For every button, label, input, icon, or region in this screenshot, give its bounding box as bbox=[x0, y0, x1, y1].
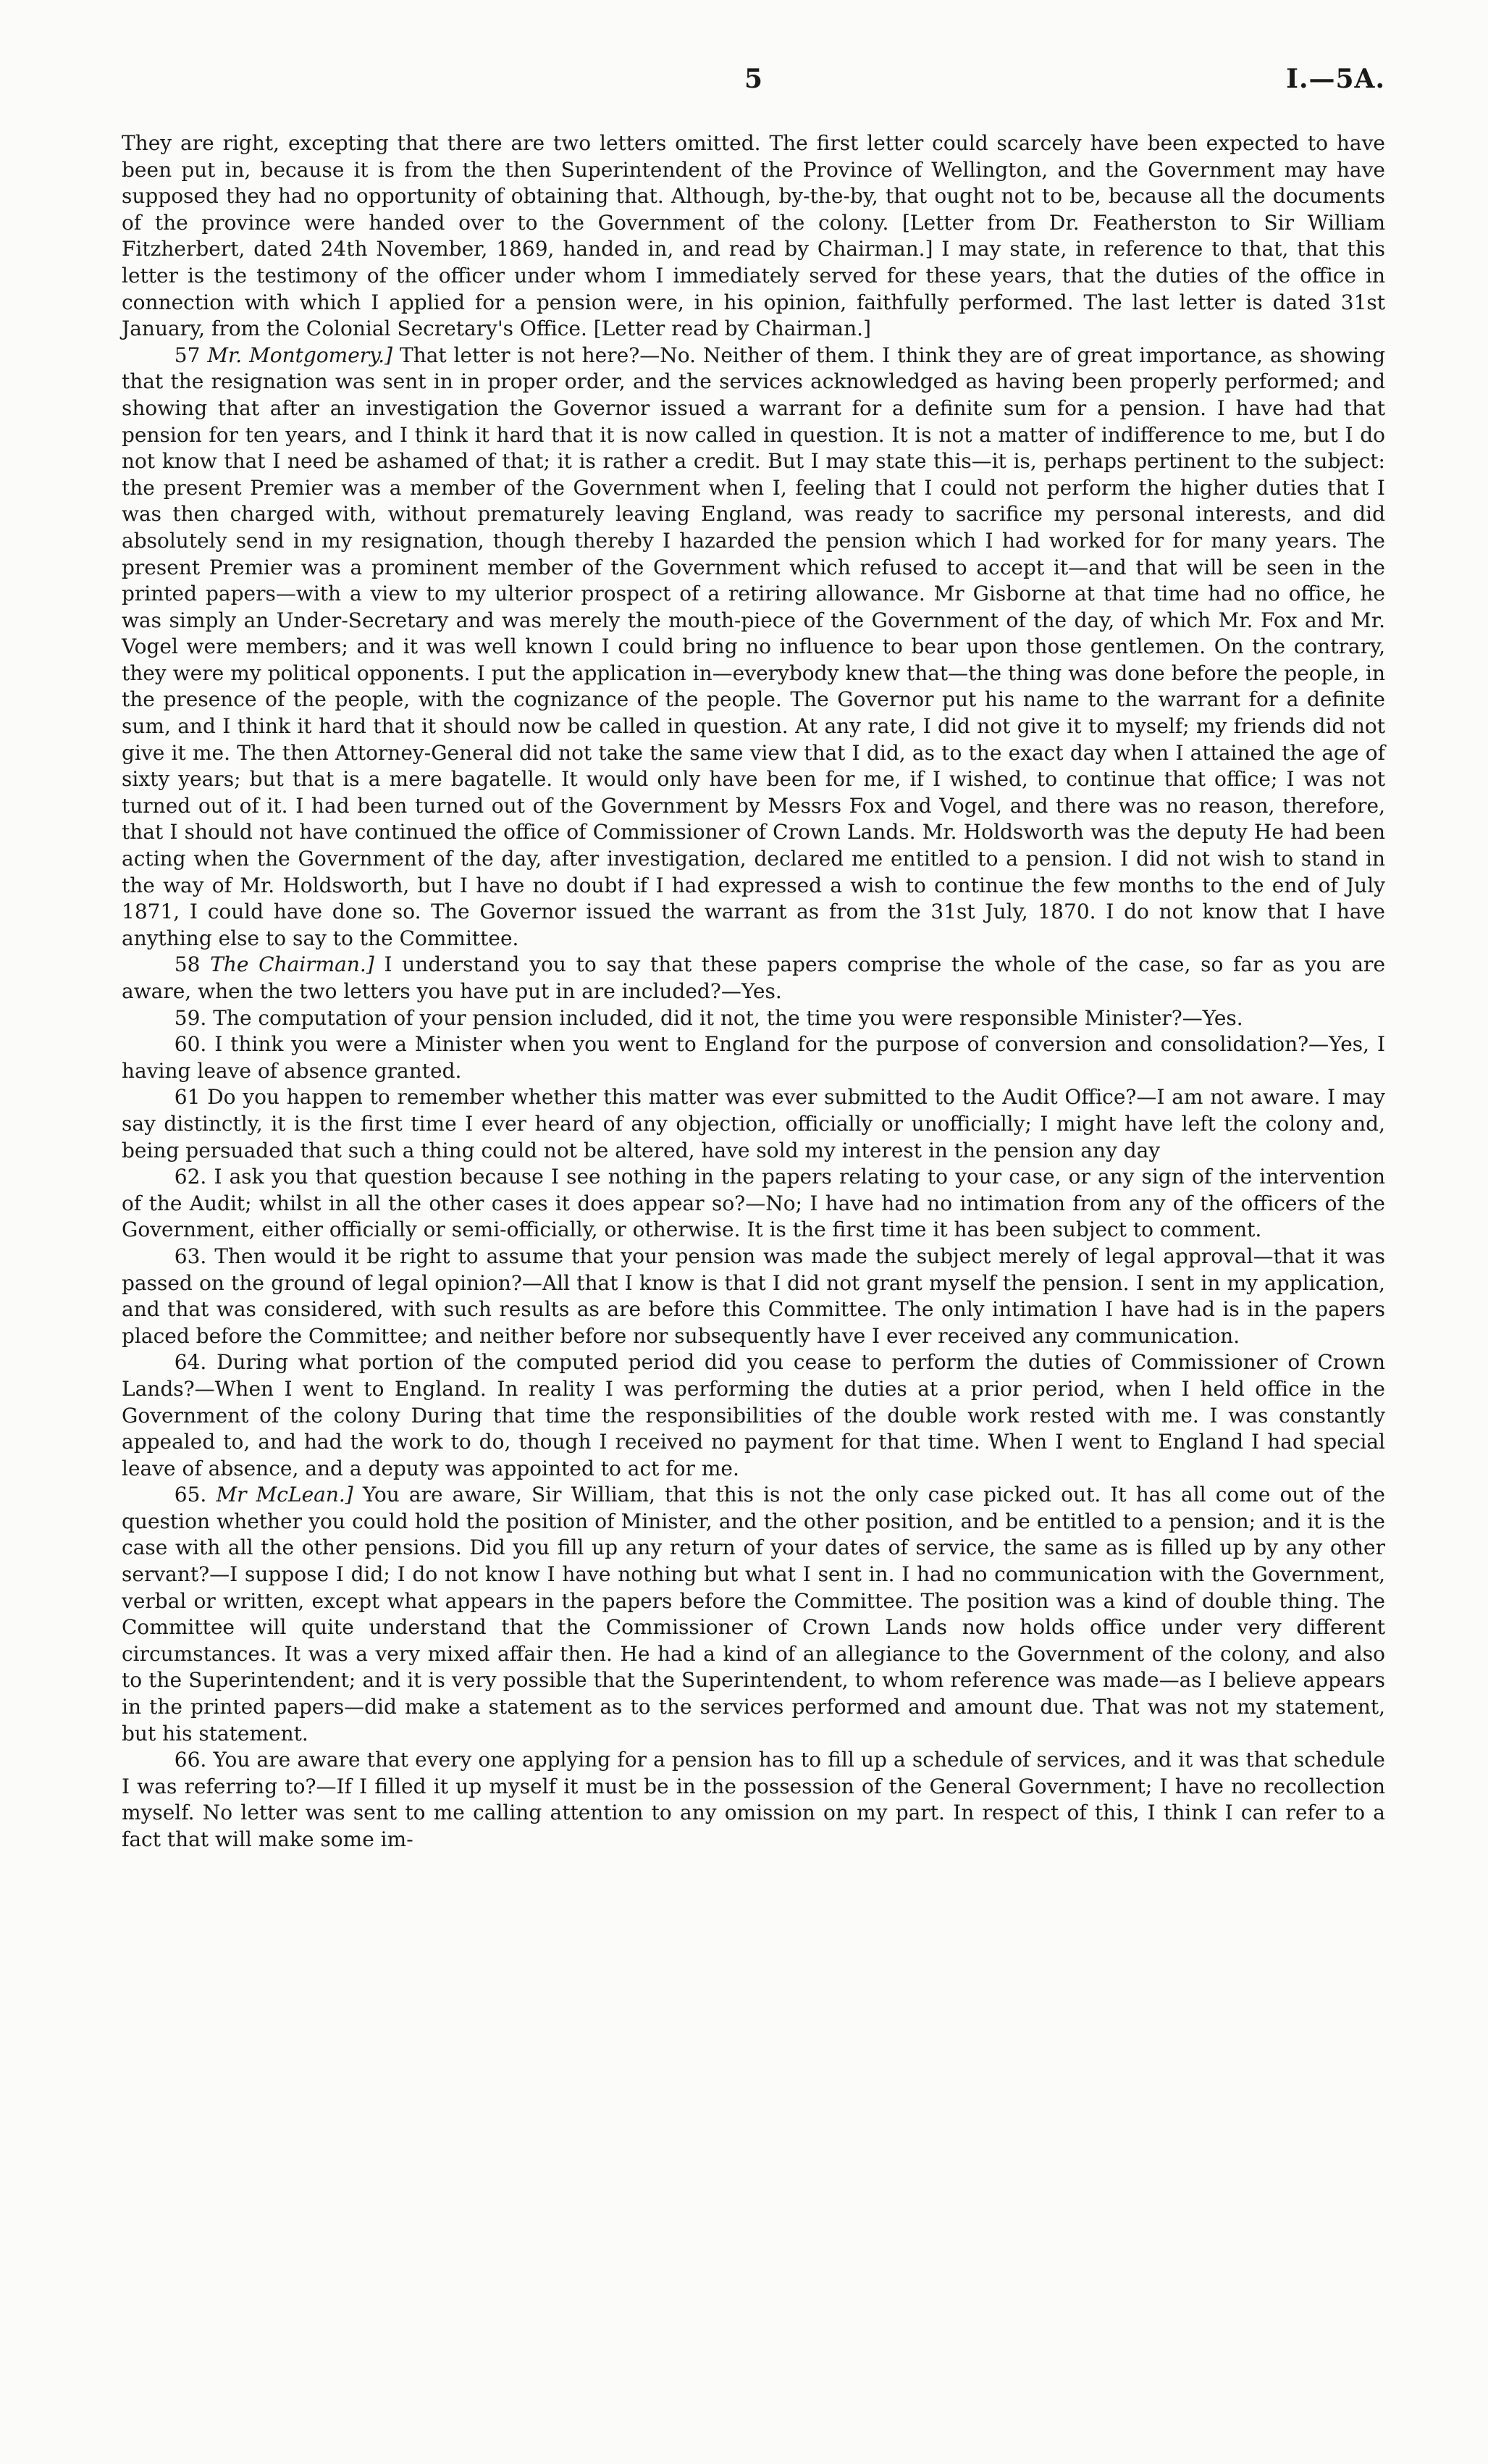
question-number: 66. bbox=[174, 1748, 207, 1772]
question-number: 58 bbox=[174, 952, 201, 977]
paragraph-text: I think you were a Minister when you went to England for the purpose of conversion and consolidation?—Yes, I having leave of absence granted. bbox=[122, 1032, 1385, 1083]
question-number: 57 bbox=[174, 343, 201, 367]
question-65 bbox=[122, 1482, 1385, 1747]
speaker-label: Mr. Montgomery.] bbox=[207, 343, 393, 367]
question-number: 60. bbox=[174, 1032, 207, 1057]
paragraph-text: That letter is not here?—No. Neither of them. I think they are of great importance, as showing that the resignation was sent in in proper order, and the services acknowledged as having been properly performed; and showing that after an investigation the Governor issued a warrant for a definite sum for a pension. I have had that pension for ten years, and I think it hard that it is now called in question. It is not a matter of indifference to me, but I do not know that I need be ashamed of that; it is rather a credit. But I may state this—it is, perhaps pertinent to the subject: the present Premier was a member of the Government when I, feeling that I could not perform the higher duties that I was then charged with, without prematurely leaving England, was ready to sacrifice my personal interests, and did absolutely send in my resignation, though thereby I hazarded the pension which I had worked for for many years. The present Premier was a prominent member of the Government which refused to accept it—and that will be seen in the printed papers—with a view to my ulterior prospect of a retiring allowance. Mr Gisborne at that time had no office, he was simply an Under-Secretary and was merely the mouth-piece of the Government of the day, of which Mr. Fox and Mr. Vogel were members; and it was well known I could bring no influence to bear upon those gentlemen. On the contrary, they were my political opponents. I put the application in—everybody knew that—the thing was done before the people, in the presence of the people, with the cognizance of the people. The Governor put his name to the warrant for a definite sum, and I think it hard that it should now be called in question. At any rate, I did not give it to myself; my friends did not give it me. The then Attorney-General did not take the same view that I did, as to the exact day when I attained the age of sixty years; but that is a mere bagatelle. It would only have been for me, if I wished, to continue that office; I was not turned out of it. I had been turned out of the Government by Messrs Fox and Vogel, and there was no reason, therefore, that I should not have continued the office of Commissioner of Crown Lands. Mr. Holdsworth was the deputy He had been acting when the Government of the day, after investigation, declared me entitled to a pension. I did not wish to stand in the way of Mr. Holdsworth, but I have no doubt if I had expressed a wish to continue the few months to the end of July 1871, I could have done so. The Governor issued the warrant as from the 31st July, 1870. I do not know that I have anything else to say to the Committee. bbox=[122, 343, 1386, 950]
speaker-label: The Chairman.] bbox=[210, 952, 374, 977]
paragraph-text: I understand you to say that these papers comprise the whole of the case, so far as you are aware, when the two letters you have put in are included?—Yes. bbox=[122, 952, 1386, 1003]
question-64 bbox=[122, 1349, 1385, 1482]
question-62 bbox=[122, 1164, 1385, 1244]
paragraph-text: During what portion of the computed period did you cease to perform the duties of Commissioner of Crown Lands?—When I went to England. In reality I was performing the duties at a prior period, when I held office in the Government of the colony During that time the responsibilities of the double work rested with me. I was constantly appealed to, and had the work to do, though I received no payment for that time. When I went to England I had special leave of absence, and a deputy was appointed to act for me. bbox=[122, 1350, 1385, 1480]
speaker-label: Mr McLean.] bbox=[216, 1483, 353, 1507]
question-66 bbox=[122, 1747, 1385, 1853]
question-number: 62. bbox=[174, 1165, 207, 1189]
paragraph-text: They are right, excepting that there are two letters omitted. The first letter could scarcely have been expected to have been put in, because it is from the then Superintendent of the Province of Wellington, and the Government may have supposed they had no opportunity of obtaining that. Although, by-the-by, that ought not to be, because all the documents of the province were handed over to the Government of the colony. [Letter from Dr. Featherston to Sir William Fitzherbert, dated 24th November, 1869, handed in, and read by Chairman.] I may state, in reference to that, that this letter is the testimony of the officer under whom I immediately served for these years, that the duties of the office in connection with which I applied for a pension were, in his opinion, faithfully performed. The last letter is dated 31st January, from the Colonial Secretary's Office. [Letter read by Chairman.] bbox=[122, 131, 1385, 341]
paragraph-text: You are aware, Sir William, that this is not the only case picked out. It has all come out of the question whether you could hold the position of Minister, and the other position, and be entitled to a pension; and it is the case with all the other pensions. Did you fill up any return of your dates of service, the same as is filled up by any other servant?—I suppose I did; I do not know I have nothing but what I sent in. I had no communication with the Government, verbal or written, except what appears in the papers before the Committee. The position was a kind of double thing. The Committee will quite understand that the Commissioner of Crown Lands now holds office under very different circumstances. It was a very mixed affair then. He had a kind of an allegiance to the Government of the colony, and also to the Superintendent; and it is very possible that the Superintendent, to whom reference was made—as I believe appears in the printed papers—did make a statement as to the services performed and amount due. That was not my statement, but his statement. bbox=[122, 1483, 1385, 1746]
page-number: 5 bbox=[744, 64, 763, 94]
body-text bbox=[122, 130, 1385, 1853]
question-57 bbox=[122, 343, 1385, 952]
paragraph-text: Then would it be right to assume that your pension was made the subject merely of legal approval—that it was passed on the ground of legal opinion?—All that I know is that I did not grant myself the pension. I sent in my application, and that was considered, with such results as are before this Committee. The only intimation I have had is in the papers placed before the Committee; and neither before nor subsequently have I ever received any communication. bbox=[122, 1244, 1385, 1348]
paragraph-text: Do you happen to remember whether this matter was ever submitted to the Audit Office?—I am not aware. I may say distinctly, it is the first time I ever heard of any objection, officially or unofficially; I might have left the colony and, being persuaded that such a thing could not be altered, have sold my interest in the pension any day bbox=[122, 1085, 1385, 1162]
question-63 bbox=[122, 1244, 1385, 1349]
question-59 bbox=[122, 1005, 1385, 1032]
question-number: 65. bbox=[174, 1483, 207, 1507]
paragraph-text: You are aware that every one applying for a pension has to fill up a schedule of services, and it was that schedule I was referring to?—If I filled it up myself it must be in the possession of the General Government; I have no recollection myself. No letter was sent to me calling attention to any omission on my part. In respect of this, I think I can refer to a fact that will make some im- bbox=[122, 1748, 1386, 1851]
paragraph-text: The computation of your pension included, did it not, the time you were responsible Minister?—Yes. bbox=[213, 1005, 1243, 1030]
question-number: 59. bbox=[174, 1005, 207, 1030]
page-header bbox=[122, 52, 1385, 110]
question-61 bbox=[122, 1084, 1385, 1164]
document-reference: I.—5A. bbox=[1286, 64, 1385, 94]
paragraph-text: I ask you that question because I see nothing in the papers relating to your case, or any sign of the intervention of the Audit; whilst in all the other cases it does appear so?—No; I have had no intimation from any of the officers of the Government, either officially or semi-officially, or otherwise. It is the first time it has been subject to comment. bbox=[122, 1165, 1385, 1242]
question-number: 64. bbox=[174, 1350, 207, 1375]
question-number: 61 bbox=[174, 1085, 201, 1110]
document-page bbox=[122, 52, 1385, 1853]
question-60 bbox=[122, 1031, 1385, 1084]
paragraph-intro bbox=[122, 130, 1385, 343]
question-58 bbox=[122, 952, 1385, 1005]
question-number: 63. bbox=[174, 1244, 207, 1268]
